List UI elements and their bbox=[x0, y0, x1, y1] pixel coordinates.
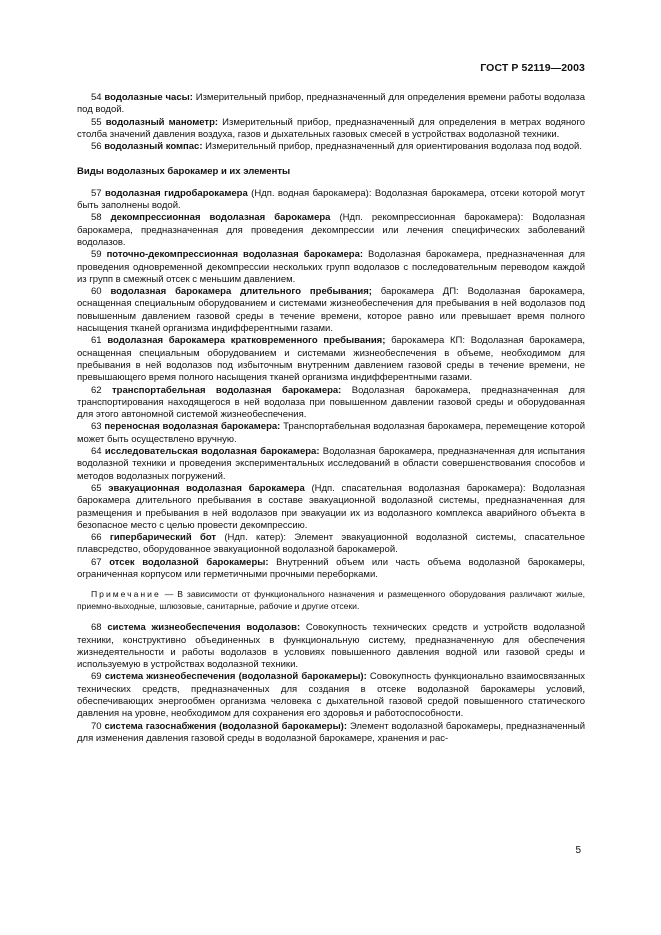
term-entry-69: 69 система жизнеобеспечения (водолазной барокамеры): Совокупность функционально взаимосвязанных технических средств, предназначенных для создания в отсеке водолазной барокамеры условий, обеспечивающих энергообмен организма человека с дыхательной газовой средой повышенного статического давления на уровне, необходимом для сохранения его здоровья и работоспособности. bbox=[77, 671, 586, 720]
term-entry-70: 70 система газоснабжения (водолазной барокамеры): Элемент водолазной барокамеры, предназначенный для изменения давления газовой среды в водолазной барокамере, хранения и рас- bbox=[77, 720, 586, 744]
page-number: 5 bbox=[575, 845, 581, 856]
section-title: Виды водолазных барокамер и их элементы bbox=[77, 166, 291, 178]
term-group-instruments bbox=[77, 92, 585, 153]
term-entry-55: 55 водолазный манометр: Измерительный прибор, предназначенный для определения в метрах водяного столба значений давления воздуха, газов и дыхательных газовых смесей в устройствах водолазной техники. bbox=[77, 116, 586, 140]
note bbox=[77, 589, 585, 612]
term-entry-54: 54 водолазные часы: Измерительный прибор, предназначенный для определения времени работы водолаза под водой. bbox=[77, 92, 585, 116]
term-group-life-support bbox=[77, 622, 585, 745]
note-text: — В зависимости от функционального назначения и размещенного оборудования различают жилые, приемно-выходные, шлюзовые, санитарные, рабочие и другие отсеки. bbox=[77, 589, 586, 611]
document-id-header: ГОСТ Р 52119—2003 bbox=[480, 62, 585, 74]
term-entry-65: 65 эвакуационная водолазная барокамера (Ндп. спасательная водолазная барокамера): Водолазная барокамера длительного пребывания в составе эвакуационной водолазной системы, предназначенная для размещения и пребывания в ней водолазов при эвакуации их из водолазного комплекса аварийного объекта в безопасное место с целью провести декомпрессию. bbox=[77, 482, 585, 531]
term-entry-58: 58 декомпрессионная водолазная барокамера (Ндп. рекомпрессионная барокамера): Водолазная барокамера, предназначенная для проведения декомпрессии или лечения специфических заболеваний водолазов. bbox=[77, 212, 586, 248]
term-entry-66: 66 гипербарический бот (Ндп. катер): Элемент эвакуационной водолазной системы, спасательное плавсредство, оборудованное эвакуационной водолазной барокамерой. bbox=[77, 532, 586, 556]
term-entry-57: 57 водолазная гидробарокамера (Ндп. водная барокамера): Водолазная барокамера, отсеки которой могут быть заполнены водой. bbox=[77, 187, 585, 212]
term-entry-60: 60 водолазная барокамера длительного пребывания; барокамера ДП: Водолазная барокамера, оснащенная специальным оборудованием и системами жизнеобеспечения для пребывания в ней водолазов под повышенным давлением газовой среды в течение времени, которое равно или превышает время полного насыщения тканей организма индифферентными газами. bbox=[77, 286, 585, 335]
term-entry-63: 63 переносная водолазная барокамера: Транспортабельная водолазная барокамера, перемещение которой может быть осуществлено вручную. bbox=[77, 421, 586, 445]
document-body bbox=[77, 92, 585, 745]
note-label: Примечание bbox=[91, 589, 161, 600]
term-entry-61: 61 водолазная барокамера кратковременного пребывания; барокамера КП: Водолазная барокамера, оснащенная специальным оборудованием и системами жизнеобеспечения в объеме, необходимом для пребывания в ней водолазов под избыточным внутренним давлением газовой среды в течение времени, не превышающего время полного насыщения тканей организма индифферентными газами. bbox=[77, 335, 586, 384]
term-entry-62: 62 транспортабельная водолазная барокамера: Водолазная барокамера, предназначенная для транспортирования находящегося в ней водолаза при повышенном давлении газовой среды и оборудованная для этого автономной системой жизнеобеспечения. bbox=[77, 384, 586, 421]
term-entry-68: 68 система жизнеобеспечения водолазов: Совокупность технических средств и устройств водолазной техники, конструктивно объединенных в функциональную систему, предназначенную для обеспечения жизнедеятельности и работы водолазов в условиях повышенного давления водной или газовой среды и используемую в устройствах водолазной техники. bbox=[77, 622, 586, 671]
term-entry-64: 64 исследовательская водолазная барокамера: Водолазная барокамера, предназначенная для испытания водолазной техники и проведения экспериментальных исследований в области совершенствования способов и методов водолазных погружений. bbox=[77, 446, 586, 482]
term-entry-67: 67 отсек водолазной барокамеры: Внутренний объем или часть объема водолазной барокамеры, ограниченная корпусом или герметичными прочными переборками. bbox=[77, 556, 585, 580]
term-group-chambers bbox=[77, 188, 585, 582]
term-entry-59: 59 поточно-декомпрессионная водолазная барокамера: Водолазная барокамера, предназначенная для проведения одновременной декомпрессии нескольких групп водолазов с последовательным переводом каждой из групп в смежный отсек с меньшим давлением. bbox=[77, 249, 586, 285]
term-entry-56: 56 водолазный компас: Измерительный прибор, предназначенный для ориентирования водолаза под водой. bbox=[91, 141, 583, 153]
